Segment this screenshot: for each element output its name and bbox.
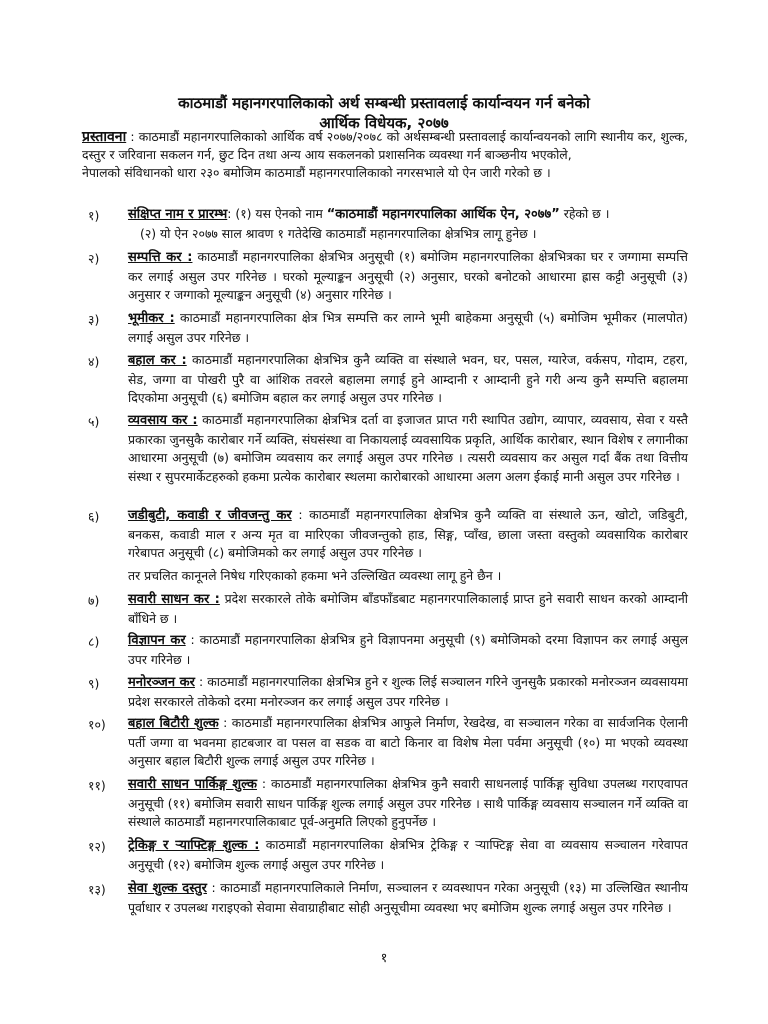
section-1 [128,205,688,243]
section-number: ६) [88,509,100,524]
preamble [82,128,688,182]
section-number: ९) [88,676,100,691]
section-number: १३) [88,882,106,897]
document-title: काठमाडौं महानगरपालिकाको अर्थ सम्बन्धी प्रस्तावलाई कार्यान्वयन गर्न बनेको [178,94,590,112]
preamble-text-2: नेपालको संविधानको धारा २३० बमोजिम काठमाडौं महानगरपालिकाको नगरसभाले यो ऐन जारी गरेको छ । [82,165,551,180]
section-heading: बहाल कर : [128,353,187,368]
section-4 [128,351,688,408]
section-text: : (१) यस ऐनको नाम [227,206,327,221]
section-heading: मनोरञ्जन कर [128,675,195,690]
section-text: : काठमाडौं महानगरपालिका क्षेत्रभित्र कुनै व्यक्ति वा संस्थाले ऊन, खोटो, जडिबुटी, बनकस, कवाडी माल र अन्य मृत वा मारिएका जीवजन्तुको हाड, सिङ्ग, प्वाँख, छाला जस्ता वस्तुको व्यवसायिक कारोबार गरेबापत अनुसूची (८) बमोजिमको कर लगाई असुल उपर गरिनेछ । [128,507,688,560]
section-subclause: (२) यो ऐन २०७७ साल श्रावण १ गतेदेखि काठमाडौं महानगरपालिका क्षेत्रभित्र लागू हुनेछ । [140,225,537,241]
section-text: : काठमाडौं महानगरपालिका क्षेत्रभित्र कुनै सवारी साधनलाई पार्किङ्ग सुविधा उपलब्ध गराएवापत अनुसूची (११) बमोजिम सवारी साधन पार्किङ्ग शुल्क लगाई असुल उपर गरिनेछ । साथै पार्किङ्ग व्यवसाय सञ्चालन गर्ने व्यक्ति वा संस्थाले काठमाडौं महानगरपालिकाबाट पूर्व-अनुमति लिएको हुनुपर्नेछ । [128,776,688,829]
section-text: रहेको छ । [559,206,610,221]
section-text: : काठमाडौं महानगरपालिका क्षेत्रभित्र हुने विज्ञापनमा अनुसूची (९) बमोजिमको दरमा विज्ञापन कर लगाई असुल उपर गरिनेछ । [128,632,688,667]
section-10 [128,714,688,771]
section-9 [128,673,688,711]
preamble-heading: प्रस्तावना [82,129,127,145]
section-number: ७) [88,593,100,608]
section-heading: विज्ञापन कर [128,633,186,648]
section-6-proviso: तर प्रचलित कानूनले निषेध गरिएकाको हकमा भने उल्लिखित व्यवस्था लागू हुने छैन । [128,568,502,583]
page-number: १ [380,951,388,966]
section-heading: जडीबुटी, कवाडी र जीवजन्तु कर [128,508,292,523]
section-text: काठमाडौं महानगरपालिका क्षेत्रभित्र ट्रेकिङ्ग र र्‍याफ्टिङ्ग सेवा वा व्यवसाय सञ्चालन गरेवापत अनुसूची (१२) बमोजिम शुल्क लगाई असुल उपर गरिनेछ । [128,837,688,872]
section-heading: बहाल बिटौरी शुल्क [128,716,219,731]
section-13 [128,879,688,917]
section-text: काठमाडौं महानगरपालिका क्षेत्र भित्र सम्पत्ति कर लाग्ने भूमी बाहेकमा अनुसूची (५) बमोजिम भूमीकर (मालपोत) लगाई असुल उपर गरिनेछ । [128,310,688,345]
section-number: १२) [88,839,106,854]
section-heading: व्यवसाय कर : [128,413,198,428]
section-5 [128,411,688,486]
section-3 [128,309,688,347]
section-number: ११) [88,778,106,793]
section-text: : काठमाडौं महानगरपालिका क्षेत्रभित्र आफुले निर्माण, रेखदेख, वा सञ्चालन गरेका वा सार्वजनिक ऐलानी पर्ती जग्गा वा भवनमा हाटबजार वा पसल वा सडक वा बाटो किनार वा विशेष मेला पर्वमा अनुसूची (१०) मा भएको व्यवस्था अनुसार बहाल बिटौरी शुल्क लगाई असुल उपर गरिनेछ । [128,715,688,768]
section-text: काठमाडौं महानगरपालिका क्षेत्रभित्र कुनै व्यक्ति वा संस्थाले भवन, घर, पसल, ग्यारेज, वर्कसप, गोदाम, टहरा, सेड, जग्गा वा पोखरी पुरै वा आंशिक तवरले बहालमा लगाई हुने आम्दानी र आम्दानी हुने गरी अन्य कुनै सम्पत्ति बहालमा दिएकोमा अनुसूची (६) बमोजिम बहाल कर लगाई असुल उपर गरिनेछ । [128,352,688,405]
section-8 [128,631,688,669]
section-text: : काठमाडौं महानगरपालिकाले निर्माण, सञ्चालन र व्यवस्थापन गरेका अनुसूची (१३) मा उल्लिखित स्थानीय पूर्वाधार र उपलब्ध गराइएको सेवामा सेवाग्राहीबाट सोही अनुसूचीमा व्यवस्था भए बमोजिम शुल्क लगाई असुल उपर गरिनेछ । [128,880,689,915]
preamble-text: : काठमाडौं महानगरपालिकाको आर्थिक वर्ष २०७७/२०७८ को अर्थसम्बन्धी प्रस्तावलाई कार्यान्वयनको लागि स्थानीय कर, शुल्क, दस्तुर र जरिवाना सकलन गर्न, छुट दिन तथा अन्य आय सकलनको प्रशासनिक व्यवस्था गर्न बाञ्छनीय भएकोले, [82,129,688,162]
section-11 [128,775,688,832]
section-number: १०) [88,717,106,732]
section-number: ५) [88,414,100,429]
section-text: : काठमाडौं महानगरपालिका क्षेत्रभित्र हुने र शुल्क लिई सञ्चालन गरिने जुनसुकै प्रकारको मनोरञ्जन व्यवसायमा प्रदेश सरकारले तोकेको दरमा मनोरञ्जन कर लगाई असुल उपर गरिनेछ । [128,674,688,709]
section-heading: संक्षिप्त नाम र प्रारम्भ [128,207,228,222]
section-number: ३) [88,312,100,327]
section-heading: सम्पत्ति कर : [128,250,193,265]
section-heading: सवारी साधन पार्किङ्ग शुल्क [128,777,257,792]
section-number: १) [88,208,100,223]
section-number: २) [88,251,100,266]
section-text: काठमाडौं महानगरपालिका क्षेत्रभित्र अनुसूची (१) बमोजिम महानगरपालिका क्षेत्रभित्रका घर र जग्गामा सम्पत्ति कर लगाई असुल उपर गरिनेछ । घरको मूल्याङ्कन अनुसूची (२) अनुसार, घरको बनोटको आधारमा ह्रास कट्टी अनुसूची (३) अनुसार र जग्गाको मूल्याङ्कन अनुसूची (४) अनुसार गरिनेछ । [128,249,688,302]
section-heading: सवारी साधन कर : [128,592,220,607]
section-heading: भूमीकर : [128,311,175,326]
section-text: प्रदेश सरकारले तोके बमोजिम बाँडफाँडबाट महानगरपालिकालाई प्राप्त हुने सवारी साधन करको आम्दानी बाँधिने छ । [128,591,688,626]
section-text: काठमाडौं महानगरपालिका क्षेत्रभित्र दर्ता वा इजाजत प्राप्त गरी स्थापित उद्योग, व्यापार, व्यवसाय, सेवा र यस्तै प्रकारका जुनसुकै कारोबार गर्ने व्यक्ति, संघसंस्था वा निकायलाई व्यवसायिक प्रकृति, आर्थिक कारोबार, स्थान विशेष र लगानीका आधारमा अनुसूची (७) बमोजिम व्यवसाय कर लगाई असुल उपर गरिनेछ । त्यसरी व्यवसाय कर असुल गर्दा बैंक तथा वित्तीय संस्था र सुपरमार्केटहरुको हकमा प्रत्येक कारोबार स्थलमा कारोबारको आधारमा अलग अलग ईकाई मानी असुल उपर गरिनेछ । [128,412,688,484]
section-heading: सेवा शुल्क दस्तुर [128,881,207,896]
section-7 [128,590,688,628]
section-heading: ट्रेकिङ्ग र र्‍याफ्टिङ्ग शुल्क : [128,838,260,853]
section-number: ८) [88,634,100,649]
section-2 [128,248,688,305]
section-6 [128,506,688,563]
section-12 [128,836,688,874]
section-number: ४) [88,354,100,369]
document-subtitle: आर्थिक विधेयक, २०७७ [319,114,449,132]
act-name: “काठमाडौं महानगरपालिका आर्थिक ऐन, २०७७” [326,207,560,222]
